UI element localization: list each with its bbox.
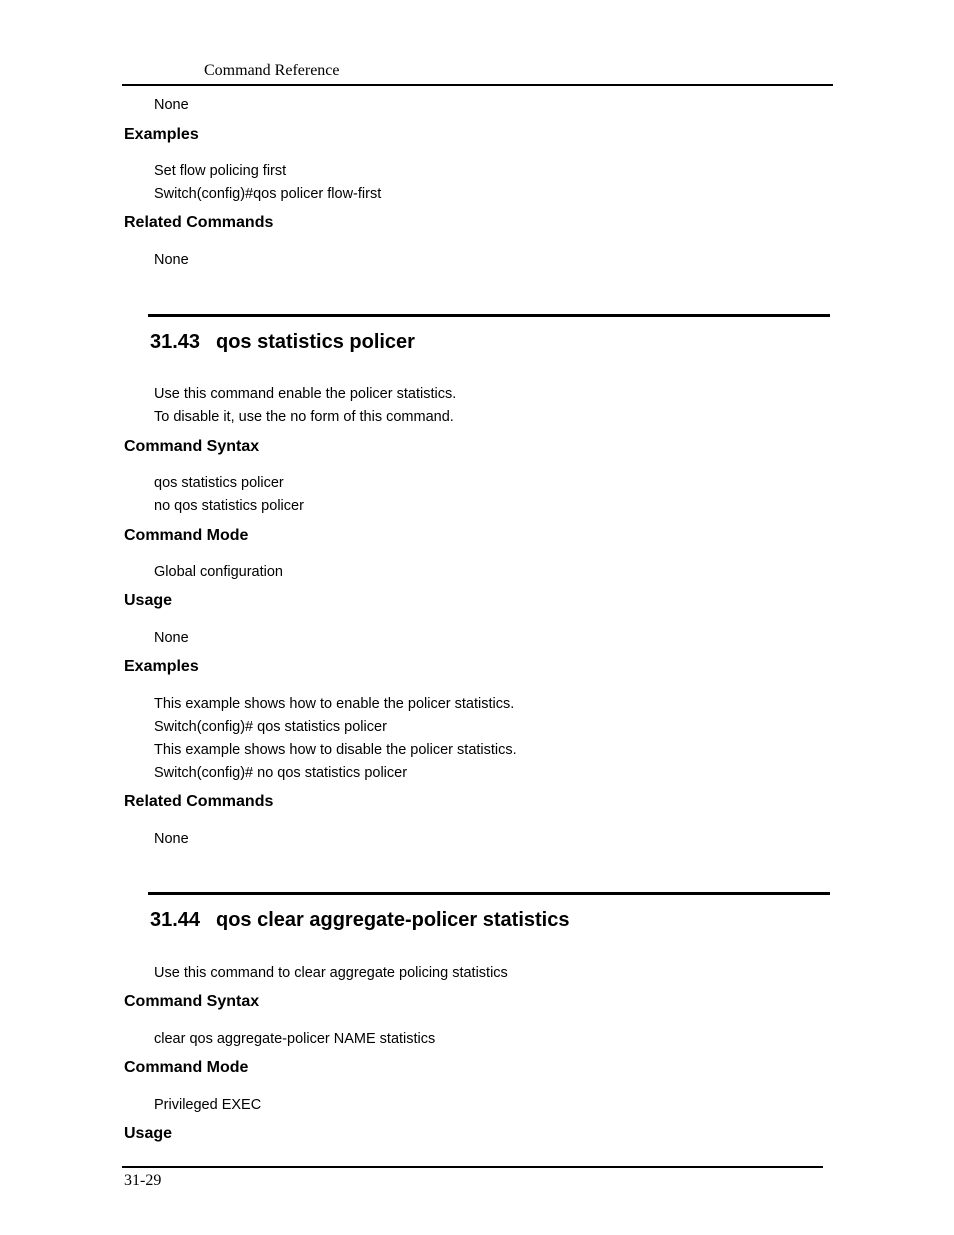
command-mode-value: Global configuration (154, 564, 283, 580)
section-rule (148, 314, 830, 317)
command-mode-heading: Command Mode (124, 527, 249, 544)
example-line: Switch(config)# qos statistics policer (154, 719, 387, 735)
page-number: 31-29 (124, 1172, 162, 1189)
related-commands-heading: Related Commands (124, 214, 274, 231)
usage-heading: Usage (124, 592, 173, 609)
syntax-line: clear qos aggregate-policer NAME statistics (154, 1031, 436, 1047)
section-title-text: qos clear aggregate-policer statistics (216, 909, 570, 931)
examples-heading: Examples (124, 126, 199, 143)
usage-heading: Usage (124, 1125, 173, 1142)
syntax-line: no qos statistics policer (154, 498, 304, 514)
command-mode-heading: Command Mode (124, 1059, 249, 1076)
command-mode-value: Privileged EXEC (154, 1097, 262, 1113)
section-title (150, 909, 569, 932)
command-syntax-heading: Command Syntax (124, 438, 260, 455)
intro-line: To disable it, use the no form of this command. (154, 409, 454, 425)
usage-value: None (154, 97, 189, 113)
header-rule (122, 84, 833, 86)
footer-rule (122, 1166, 823, 1168)
example-line: This example shows how to enable the policer statistics. (154, 696, 515, 712)
usage-value: None (154, 630, 189, 646)
section-number: 31.43 (150, 331, 201, 353)
command-syntax-heading: Command Syntax (124, 993, 260, 1010)
intro-line: Use this command enable the policer statistics. (154, 386, 457, 402)
syntax-line: qos statistics policer (154, 475, 284, 491)
section-title-text: qos statistics policer (216, 331, 415, 353)
related-commands-value: None (154, 831, 189, 847)
intro-line: Use this command to clear aggregate policing statistics (154, 965, 508, 981)
example-line: Switch(config)#qos policer flow-first (154, 186, 382, 202)
related-commands-heading: Related Commands (124, 793, 274, 810)
section-rule (148, 892, 830, 895)
example-line: Switch(config)# no qos statistics policer (154, 765, 408, 781)
section-title (150, 331, 415, 354)
example-line: Set flow policing first (154, 163, 287, 179)
section-number: 31.44 (150, 909, 201, 931)
related-commands-value: None (154, 252, 189, 268)
examples-heading: Examples (124, 658, 199, 675)
example-line: This example shows how to disable the policer statistics. (154, 742, 517, 758)
running-header: Command Reference (204, 62, 340, 79)
